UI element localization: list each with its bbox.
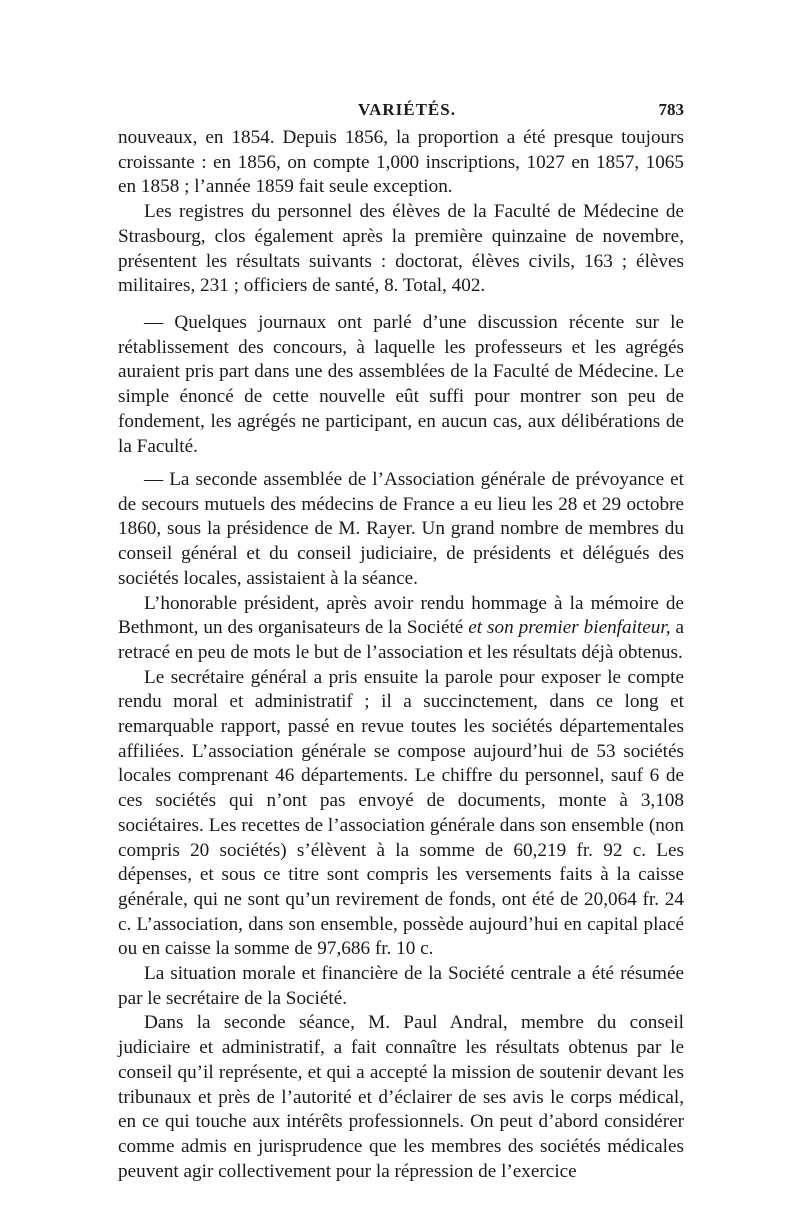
section-association-generale xyxy=(118,468,684,1184)
paragraph-second-session: Dans la seconde séance, M. Paul Andral, membre du conseil judiciaire et administratif, a fait connaître les résultats obtenus par le conseil qu’il représente, et qui a accepté la mission de soutenir devant les tribunaux et près de l’autorité et d’éclairer de ses avis le corps médical, en ce qui touche aux intérêts professionnels. On peut d’abord considérer comme admis en jurisprudence que les membres des sociétés médicales peuvent agir collectivement pour la répression de l’exercice xyxy=(118,1012,684,1182)
paragraph-central-society: La situation morale et financière de la Société centrale a été résumée par le secrétaire de la Société. xyxy=(118,963,684,1009)
paragraph-president-homage xyxy=(118,592,684,666)
homage-text-start: L’honorable président, après avoir rendu hommage à la mémoire de Bethmont, un des organisateurs de la Société xyxy=(118,592,684,639)
running-title: VARIÉTÉS. xyxy=(358,100,456,119)
homage-text-end: a retracé en peu de mots le but de l’association et les résultats déjà obtenus. xyxy=(118,617,684,663)
page-number: 783 xyxy=(658,100,684,119)
paragraph-secretary-report: Le secrétaire général a pris ensuite la parole pour exposer le compte rendu moral et administratif ; il a succinctement, dans ce long et remarquable rapport, passé en revue toutes les sociétés départementales affiliées. L’association générale se compose aujourd’hui de 53 sociétés locales comprenant 46 départements. Le chiffre du personnel, sauf 6 de ces sociétés qui n’ont pas envoyé de documents, monte à 3,108 sociétaires. Les recettes de l’association générale dans son ensemble (non compris 20 sociétés) s’élèvent à la somme de 60,219 fr. 92 c. Les dépenses, et sous ce titre sont compris les versements faits à la caisse générale, qui ne sont qu’un revirement de fonds, ont été de 20,064 fr. 24 c. L’association, dans son ensemble, possède aujourd’hui en capital placé ou en caisse la somme de 97,686 fr. 10 c. xyxy=(118,666,684,960)
paragraph-strasbourg-registers: Les registres du personnel des élèves de la Faculté de Médecine de Strasbourg, clos également après la première quinzaine de novembre, présentent les résultats suivants : doctorat, élèves civils, 163 ; élèves militaires, 231 ; officiers de santé, 8. Total, 402. xyxy=(118,201,684,297)
section-concours-discussion xyxy=(118,311,684,459)
paragraph-continuation: nouveaux, en 1854. Depuis 1856, la proportion a été presque toujours croissante : en 1856, on compte 1,000 inscriptions, 1027 en 1857, 1065 en 1858 ; l’année 1859 fait seule exception. xyxy=(118,127,684,198)
page-header xyxy=(118,100,684,124)
homage-italic-text: et son premier bienfaiteur, xyxy=(468,617,671,639)
paragraph-concours: — Quelques journaux ont parlé d’une discussion récente sur le rétablissement des concours, à laquelle les professeurs et les agrégés auraient pris part dans une des assemblées de la Faculté de Médecine. Le simple énoncé de cette nouvelle eût suffi pour montrer son peu de fondement, les agrégés ne participant, en aucun cas, aux délibérations de la Faculté. xyxy=(118,312,684,457)
section-enrollment-statistics xyxy=(118,126,684,299)
paragraph-second-assembly: — La seconde assemblée de l’Association générale de prévoyance et de secours mutuels des médecins de France a eu lieu les 28 et 29 octobre 1860, sous la présidence de M. Rayer. Un grand nombre de membres du conseil général et du conseil judiciaire, de présidents et délégués des sociétés locales, assistaient à la séance. xyxy=(118,469,684,589)
